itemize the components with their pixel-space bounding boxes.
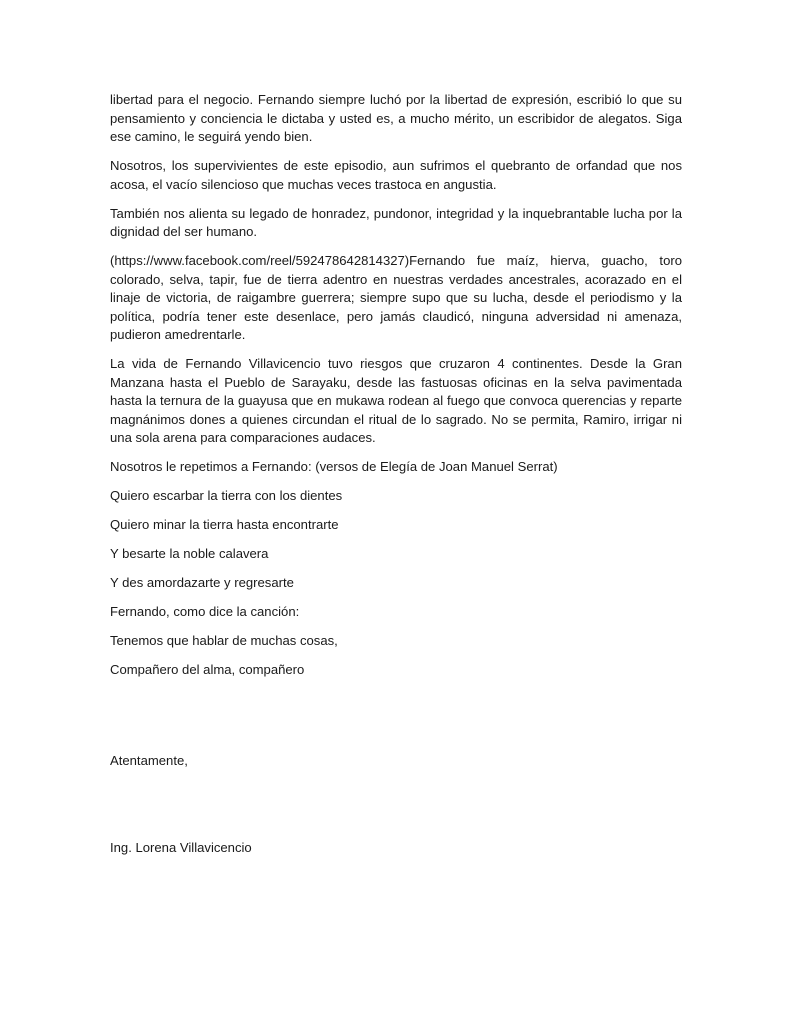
verse-line: Tenemos que hablar de muchas cosas, [110,633,338,648]
paragraph-fernando-was: (https://www.facebook.com/reel/592478642814327)Fernando fue maíz, hierva, guacho, toro colorado, selva, tapir, fue de tierra adentro en nuestras verdades ancestrales, acorazado en el linaje de victoria, de raigambre guerrera; siempre supo que su lucha, desde el periodismo y la política, podría tener este desenlace, pero jamás claudicó, ninguna adversidad ni amenaza, pudieron amedrentarle. [110,253,682,342]
verse-song-intro: Fernando, como dice la canción: [110,604,300,619]
closing-salutation: Atentamente, [110,753,188,768]
verse-intro: Nosotros le repetimos a Fernando: (versos de Elegía de Joan Manuel Serrat) [110,459,558,474]
paragraph-life-risks: La vida de Fernando Villavicencio tuvo riesgos que cruzaron 4 continentes. Desde la Gran Manzana hasta el Pueblo de Sarayaku, desde las fastuosas oficinas en la selva pavimentada hasta la ternura de la guayusa que en mukawa rodean al fuego que convoca querencias y reparte magnánimos dones a quienes circundan el ritual de lo sagrado. No se permita, Ramiro, irrigar ni una sola arena para comparaciones audaces. [110,356,682,445]
letter-body [110,91,682,855]
paragraph-legacy: También nos alienta su legado de honradez, pundonor, integridad y la inquebrantable lucha por la dignidad del ser humano. [110,205,682,239]
verse-line: Quiero escarbar la tierra con los dientes [110,488,343,503]
verse-line: Y des amordazarte y regresarte [110,575,294,590]
paragraph-freedom-of-expression: libertad para el negocio. Fernando siempre luchó por la libertad de expresión, escribió lo que su pensamiento y conciencia le dictaba y usted es, a mucho mérito, un escribidor de alegatos. Siga ese camino, le seguirá yendo bien. [110,92,682,144]
signature-name: Ing. Lorena Villavicencio [110,840,252,855]
paragraph-survivors: Nosotros, los supervivientes de este episodio, aun sufrimos el quebranto de orfandad que nos acosa, el vacío silencioso que muchas veces trastoca en angustia. [110,158,682,192]
verse-line: Quiero minar la tierra hasta encontrarte [110,517,339,532]
verse-line: Y besarte la noble calavera [110,546,269,561]
verse-line: Compañero del alma, compañero [110,662,305,677]
